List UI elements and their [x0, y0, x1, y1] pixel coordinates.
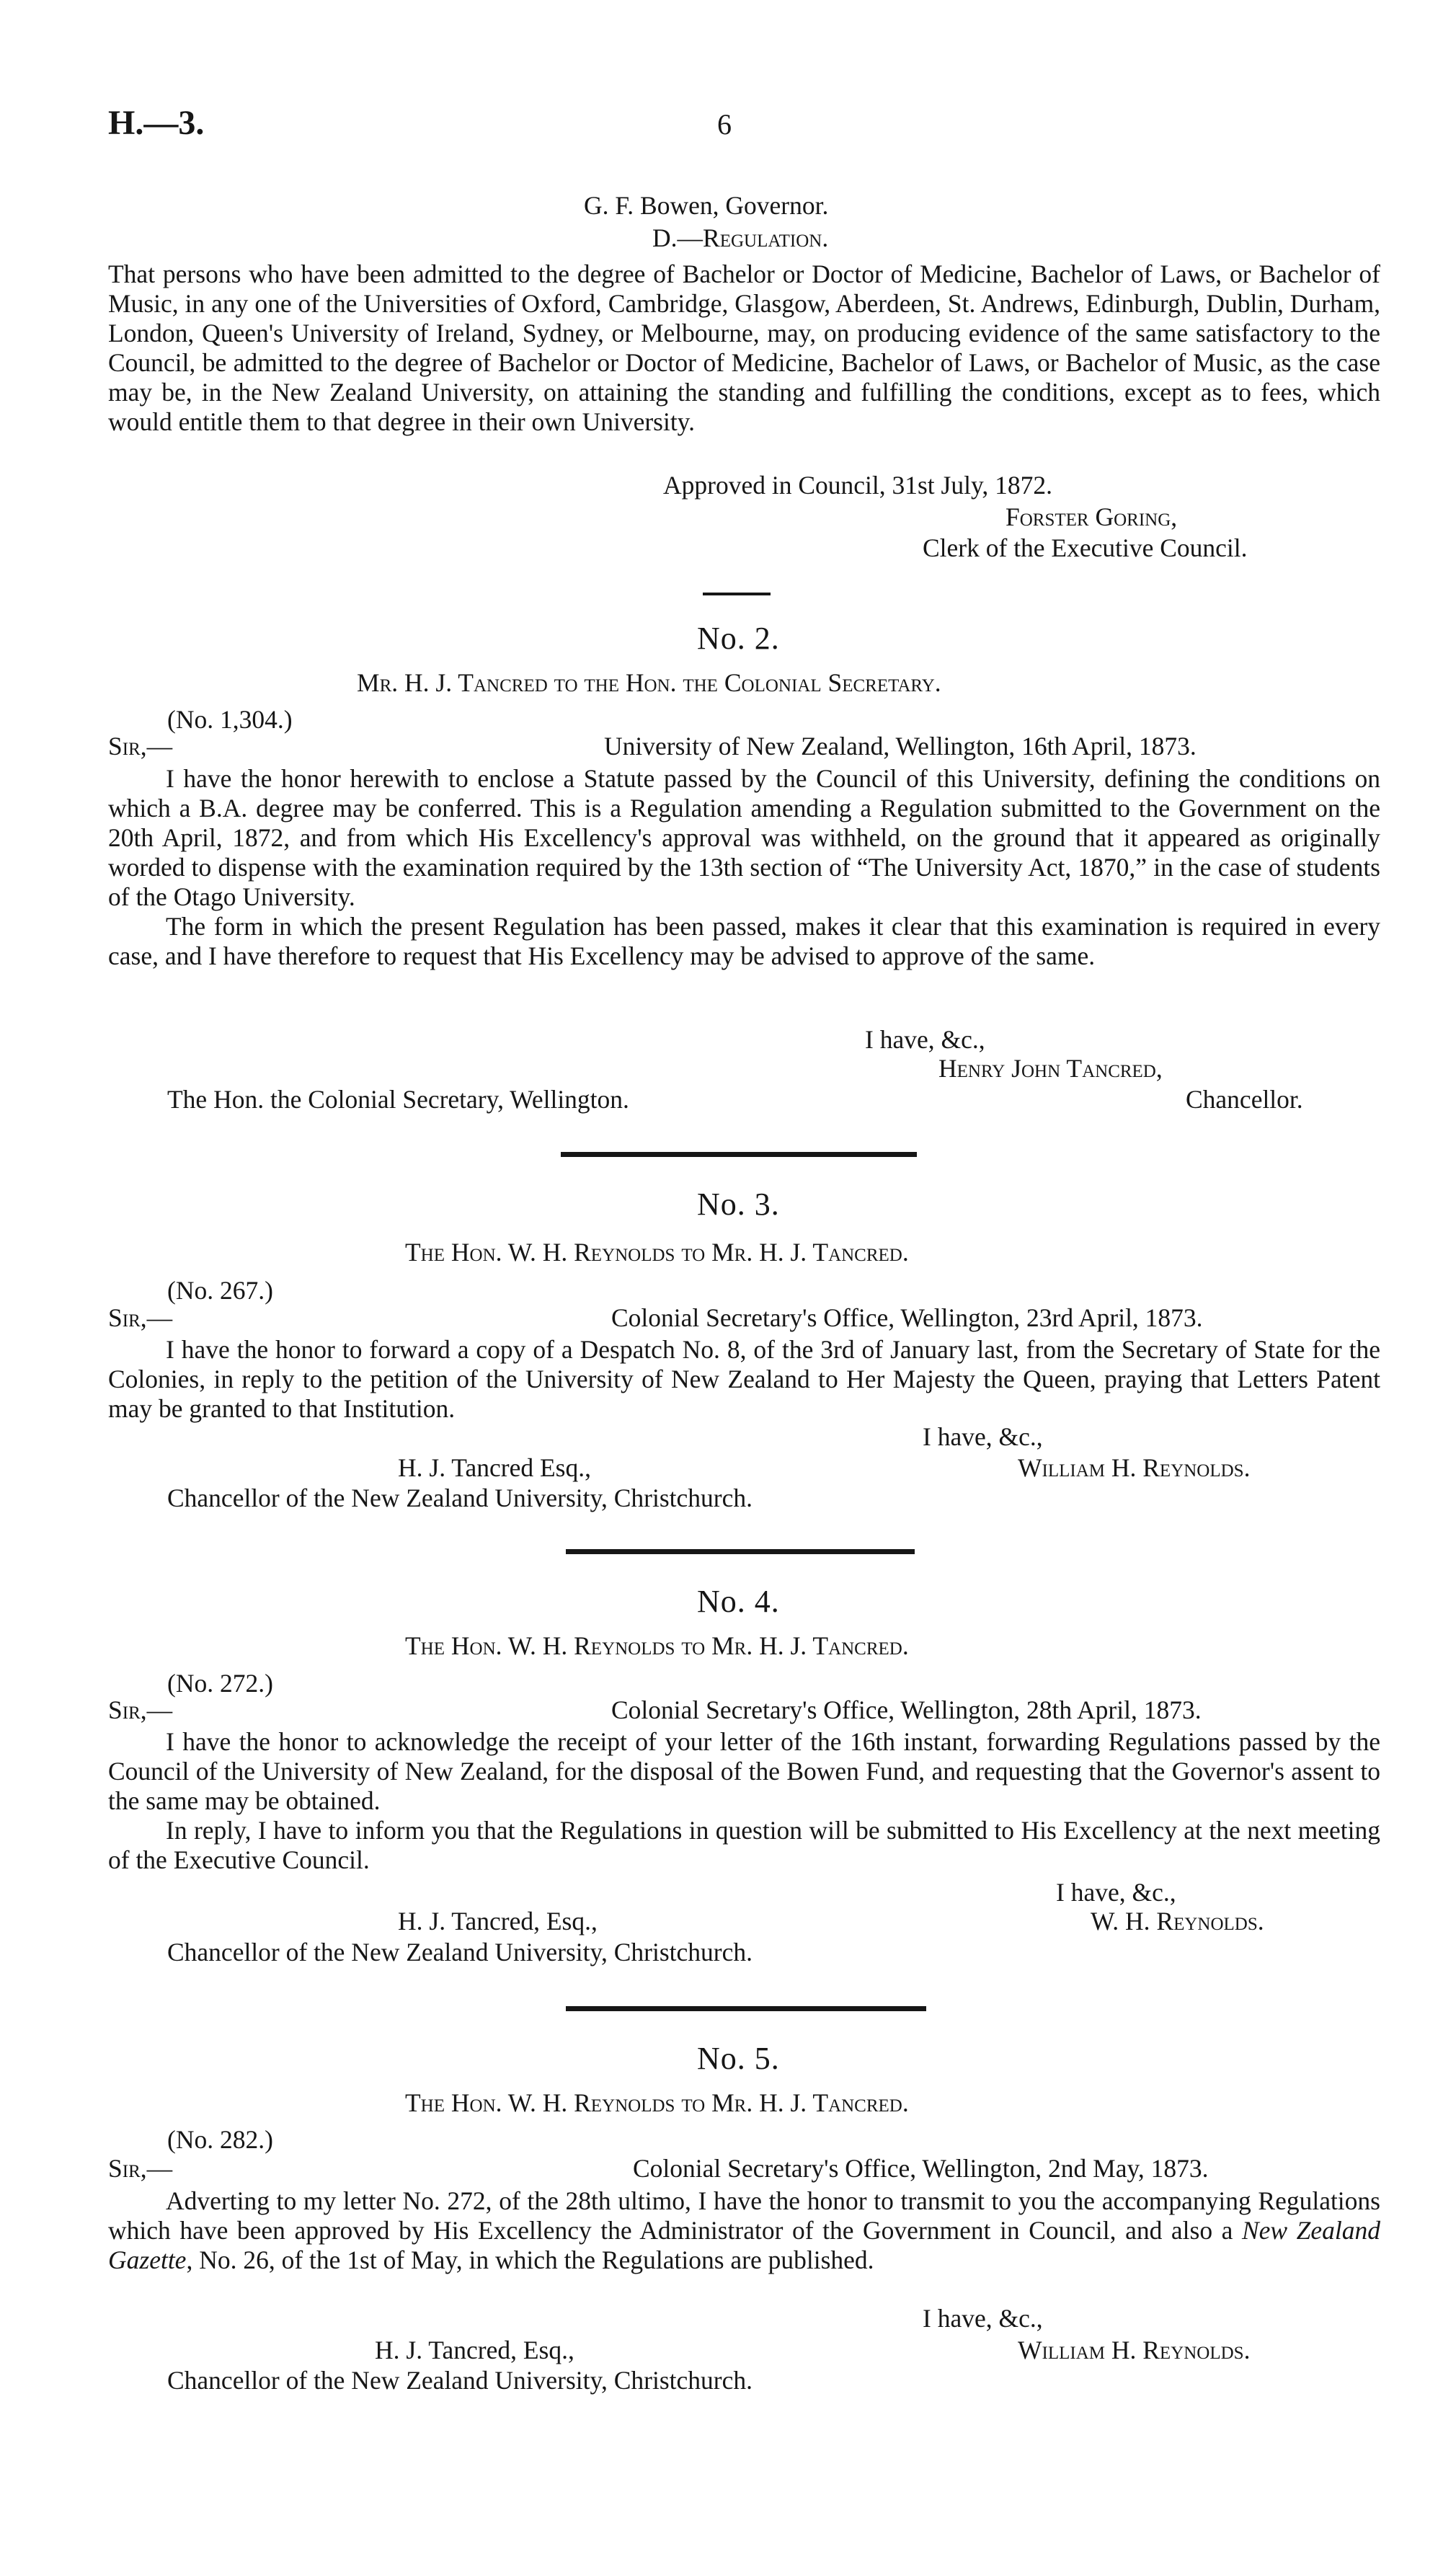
salutation: Sir,—: [108, 2154, 173, 2183]
gazette-title: New Zealand Gazette: [108, 2216, 1381, 2274]
addressee: H. J. Tancred, Esq.,: [398, 1907, 598, 1936]
closing: I have, &c.,: [1056, 1878, 1176, 1907]
signature: W. H. Reynolds.: [1091, 1907, 1264, 1936]
letter-number: No. 2.: [697, 621, 780, 656]
dateline: University of New Zealand, Wellington, 16th April, 1873.: [604, 732, 1197, 761]
section-divider: [561, 1152, 917, 1157]
letter-ref: (No. 267.): [167, 1276, 273, 1305]
regulation-signatory: Forster Goring,: [1006, 502, 1178, 531]
regulation-signatory-title: Clerk of the Executive Council.: [923, 533, 1248, 562]
letter-ref: (No. 282.): [167, 2125, 273, 2154]
signature: William H. Reynolds.: [1018, 2336, 1251, 2364]
addressee-title: Chancellor of the New Zealand University, Christchurch.: [167, 1938, 753, 1967]
document-reference: H.—3.: [108, 104, 205, 142]
letter-number: No. 3.: [697, 1187, 780, 1222]
regulation-heading: D.—Regulation.: [652, 223, 829, 252]
signature: Henry John Tancred,: [938, 1054, 1163, 1083]
salutation: Sir,—: [108, 1695, 173, 1724]
approved-line: Approved in Council, 31st July, 1872.: [663, 471, 1053, 500]
section-divider: [566, 1549, 915, 1554]
salutation: Sir,—: [108, 732, 173, 761]
signature-title: Chancellor.: [1186, 1085, 1303, 1114]
letter-heading: The Hon. W. H. Reynolds to Mr. H. J. Tancred.: [405, 2088, 909, 2117]
closing: I have, &c.,: [865, 1025, 985, 1054]
salutation: Sir,—: [108, 1303, 173, 1332]
letter-heading: The Hon. W. H. Reynolds to Mr. H. J. Tancred.: [405, 1238, 909, 1267]
dateline: Colonial Secretary's Office, Wellington, 2nd May, 1873.: [633, 2154, 1209, 2183]
addressee: H. J. Tancred, Esq.,: [375, 2336, 574, 2364]
letter-ref: (No. 272.): [167, 1669, 273, 1698]
letter-number: No. 4.: [697, 1584, 780, 1619]
closing: I have, &c.,: [923, 2304, 1043, 2333]
letter-body: Adverting to my letter No. 272, of the 28th ultimo, I have the honor to transmit to you the accompanying Regulations which have been approved by His Excellency the Administrator of the Government in Council, and also a New Zealand Gazette, No. 26, of the 1st of May, in which the Regulations are published.: [108, 2186, 1381, 2274]
page-number: 6: [717, 108, 732, 141]
regulation-body: That persons who have been admitted to the degree of Bachelor or Doctor of Medicine, Bachelor of Laws, or Bachelor of Music, in any one of the Universities of Oxford, Cambridge, Glasgow, Aberdeen, St. Andrews, Edinburgh, Dublin, Durham, London, Queen's University of Ireland, Sydney, or Melbourne, may, on producing evidence of the same satisfactory to the Council, be admitted to the degree of Bachelor or Doctor of Medicine, Bachelor of Laws, or Bachelor of Music, as the case may be, in the New Zealand University, on attaining the standing and fulfilling the conditions, except as to fees, which would entitle them to that degree in their own University.: [108, 260, 1380, 436]
addressee-title: Chancellor of the New Zealand University, Christchurch.: [167, 2366, 753, 2395]
section-divider: [703, 593, 771, 595]
letter-heading: The Hon. W. H. Reynolds to Mr. H. J. Tancred.: [405, 1631, 909, 1660]
letter-body: I have the honor to acknowledge the receipt of your letter of the 16th instant, forwarding Regulations passed by the Council of the University of New Zealand, for the disposal of the Bowen Fund, and requesting that the Governor's assent to the same may be obtained. In reply, I have to inform you that the Regulations in question will be submitted to His Excellency at the next meeting of the Executive Council.: [108, 1727, 1380, 1874]
addressee-title: Chancellor of the New Zealand University, Christchurch.: [167, 1484, 753, 1512]
letter-ref: (No. 1,304.): [167, 705, 293, 734]
dateline: Colonial Secretary's Office, Wellington, 28th April, 1873.: [611, 1695, 1202, 1724]
closing: I have, &c.,: [923, 1422, 1043, 1451]
addressee: H. J. Tancred Esq.,: [398, 1453, 591, 1482]
section-divider: [566, 2006, 926, 2011]
addressee: The Hon. the Colonial Secretary, Wellington.: [167, 1085, 629, 1114]
letter-body: I have the honor herewith to enclose a Statute passed by the Council of this University, defining the conditions on which a B.A. degree may be conferred. This is a Regulation amending a Regulation submitted to the Government on the 20th April, 1872, and from which His Excellency's approval was withheld, on the ground that it appeared as originally worded to dispense with the examination required by the 13th section of “The University Act, 1870,” in the case of students of the Otago University. The form in which the present Regulation has been passed, makes it clear that this examination is required in every case, and I have therefore to request that His Excellency may be advised to approve of the same.: [108, 764, 1380, 970]
letter-heading: Mr. H. J. Tancred to the Hon. the Colonial Secretary.: [357, 668, 941, 697]
letter-body: I have the honor to forward a copy of a Despatch No. 8, of the 3rd of January last, from the Secretary of State for the Colonies, in reply to the petition of the University of New Zealand to Her Majesty the Queen, praying that Letters Patent may be granted to that Institution.: [108, 1335, 1380, 1423]
dateline: Colonial Secretary's Office, Wellington, 23rd April, 1873.: [611, 1303, 1203, 1332]
signature: William H. Reynolds.: [1018, 1453, 1251, 1482]
governor-line: G. F. Bowen, Governor.: [584, 191, 829, 220]
letter-number: No. 5.: [697, 2041, 780, 2076]
